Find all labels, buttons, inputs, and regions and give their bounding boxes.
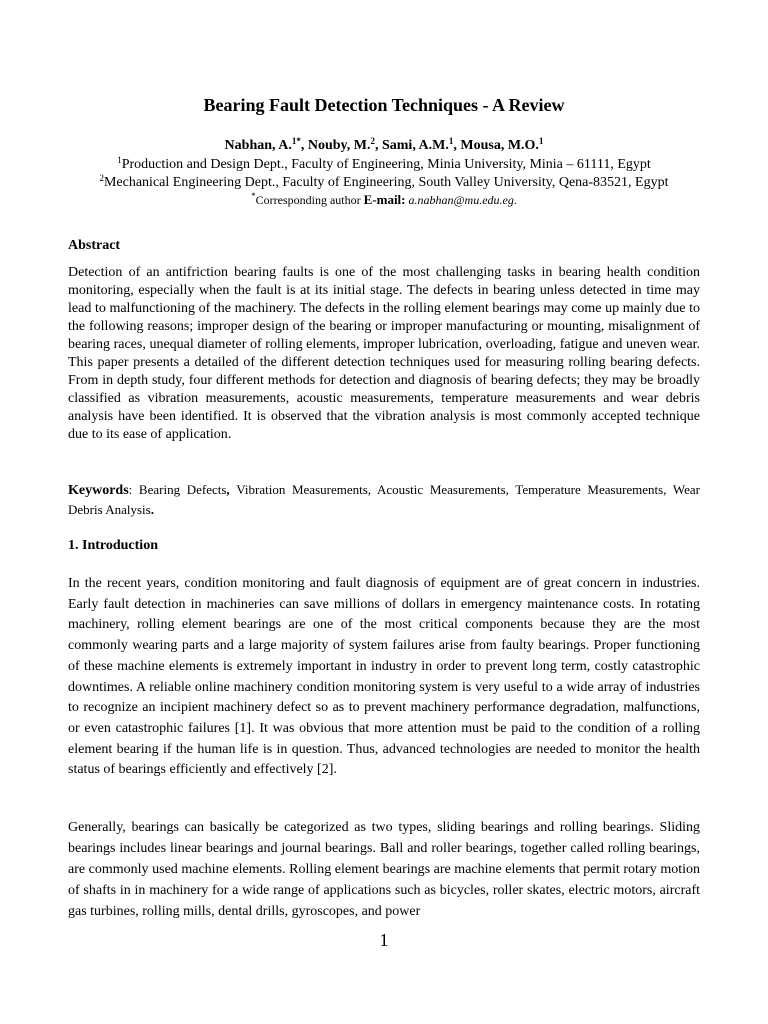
- affiliation-1: [0, 156, 768, 174]
- affiliation-2: [0, 174, 768, 192]
- corresponding-mark: *: [251, 191, 256, 201]
- author-affiliation-mark: 1: [448, 136, 454, 146]
- affiliation-mark: 2: [99, 173, 104, 183]
- abstract-heading: Abstract: [68, 238, 121, 253]
- keyword: Temperature Measurements: [515, 482, 664, 497]
- introduction-heading: 1. Introduction: [68, 538, 158, 553]
- author-name: Nabhan, A.: [224, 138, 292, 153]
- keyword: Acoustic Measurements: [376, 482, 506, 497]
- paper-title: Bearing Fault Detection Techniques - A Review: [203, 95, 565, 115]
- author-name: Sami, A.M.: [381, 138, 449, 153]
- keywords-label: Keywords: [68, 483, 129, 498]
- author-name: Nouby, M.: [307, 138, 371, 153]
- author-name: Mousa, M.O.: [460, 138, 539, 153]
- email-label: E-mail:: [363, 192, 406, 207]
- affiliation-mark: 1: [117, 155, 122, 165]
- keyword: Wear Debris Analysis: [68, 482, 700, 517]
- keywords-sep: :: [128, 482, 139, 497]
- affiliation-text: Mechanical Engineering Dept., Faculty of Engineering, South Valley University, Qena-83521, Egypt: [103, 175, 669, 190]
- author-affiliation-mark: 1*: [291, 136, 301, 146]
- keyword: Bearing Defects: [138, 482, 227, 497]
- introduction-paragraph-1: In the recent years, condition monitoring and fault diagnosis of equipment are of great concern in industries. Early fault detection in machineries can save millions of dollars in emergency maintenance costs. In rotating machinery, rolling element bearings are one of the most critical components because they are the most commonly wearing parts and a large majority of system failures arise from faulty bearings. Proper functioning of these machine elements is extremely important in industry in order to prevent long term, costly catastrophic downtimes. A reliable online machinery condition monitoring system is very useful to a wide array of industries to recognize an incipient machinery defect so as to prevent machinery performance degradation, malfunctions, or even catastrophic failures [1]. It was obvious that more attention must be paid to the condition of a rolling element bearing if the human life is in question. Thus, advanced technologies are needed to monitor the health status of bearings efficiently and effectively [2].: [68, 576, 700, 778]
- corresponding-end: .: [513, 193, 517, 207]
- affiliation-text: Production and Design Dept., Faculty of Engineering, Minia University, Minia – 61111, Egypt: [121, 157, 651, 172]
- author-list: Nabhan, A.$^{1*}$, Nouby, M.$^2$, Sami, A.M.$^1$, Mousa, M.O.$^1$: [224, 136, 544, 153]
- page-number: 1: [379, 930, 389, 950]
- author-affiliation-mark: 2: [370, 136, 375, 146]
- corresponding-text: Corresponding author: [255, 193, 364, 207]
- introduction-paragraph-2: Generally, bearings can basically be categorized as two types, sliding bearings and rolling bearings. Sliding bearings includes linear bearings and journal bearings. Ball and roller bearings, together called rolling bearings, are commonly used machine elements. Rolling element bearings are machine elements that permit rotary motion of shafts in in machinery for a wide range of applications such as bicycles, roller skates, electric motors, aircraft gas turbines, rolling mills, dental drills, gyroscopes, and power: [68, 820, 700, 919]
- keyword: Vibration Measurements: [236, 482, 368, 497]
- keywords: Keywords: Bearing Defects, Vibration Measurements, Acoustic Measurements, Temperature Measurements, Wear Debris Analysis.: [68, 482, 700, 517]
- author-affiliation-mark: 1: [538, 136, 544, 146]
- corresponding-author: [0, 192, 768, 208]
- abstract-text: Detection of an antifriction bearing faults is one of the most challenging tasks in bearing health condition monitoring, especially when the fault is at its initial stage. The defects in bearing unless detected in time may lead to malfunctioning of the machinery. The defects in the rolling element bearings may come up mainly due to the following reasons; improper design of the bearing or improper manufacturing or mounting, misalignment of bearing races, unequal diameter of rolling elements, improper lubrication, overloading, fatigue and uneven wear. This paper presents a detailed of the different detection techniques used for measuring rolling bearing defects. From in depth study, four different methods for detection and diagnosis of bearing defects; they may be broadly classified as vibration measurements, acoustic measurements, temperature measurements and wear debris analysis have been identified. It is observed that the vibration analysis is most commonly accepted technique due to its ease of application.: [68, 265, 700, 442]
- email-address[interactable]: a.nabhan@mu.edu.eg: [408, 193, 514, 207]
